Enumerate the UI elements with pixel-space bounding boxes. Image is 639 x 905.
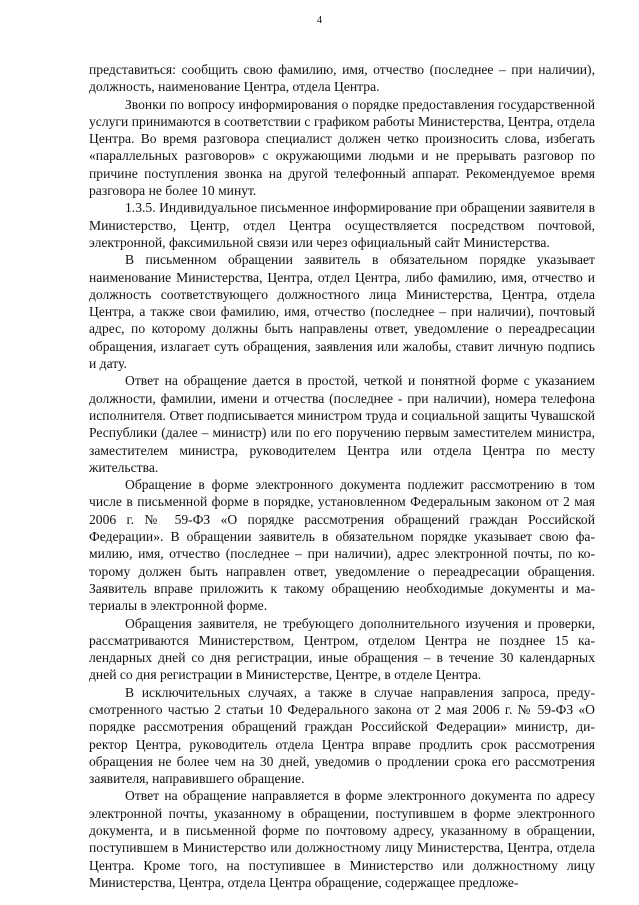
body-text bbox=[89, 61, 595, 891]
paragraph-phone-calls: Звонки по вопросу информирования о порядке предоставления государственной услуги принимаются в соответствии с графиком работы Министерства, Центра, отдела Центра. Во время разговора специалист должен четко произносить слова, избегать «параллельных разговоров» с окружающими людьми и не прерывать разговор по причине поступления звонка на другой телефонный аппарат. Рекомендуемое время разговора не более 10 минут. bbox=[89, 96, 595, 199]
paragraph-review-deadline: Обращения заявителя, не требующего дополнительного изучения и проверки, рассматриваются Министерством, Центром, отделом Центра не позднее 15 календарных дней со дня регистрации, иные обращения – в течение 30 календарных дней со дня регистрации в Министерстве, Центре, в отделе Центра. bbox=[89, 615, 595, 683]
paragraph-written-request: В письменном обращении заявитель в обязательном порядке указывает наименование Министерства, Центра, отдел Центра, либо фамилию, имя, отчество и должность соответствующего должностного лица Министерства, Центра, отдела Центра, а также свои фамилию, имя, отчество (последнее – при наличии), почтовый адрес, по которому должны быть направлены ответ, уведомление о переадресации обращения, излагает суть обращения, заявления или жалобы, ставит личную подпись и дату. bbox=[89, 252, 595, 372]
page-number: 4 bbox=[316, 15, 323, 26]
paragraph-deadline-extension: В исключительных случаях, а также в случае направления запроса, предусмотренного частью 2 статьи 10 Федерального закона от 2 мая 2006 г. № 59-ФЗ «О порядке рассмотрения обращений граждан Российской Федерации» министр, директор Центра, руководитель отдела Центра вправе продлить срок рассмотрения обращения не более чем на 30 дней, уведомив о продлении срока его рассмотрения заявителя, направившего обращение. bbox=[89, 684, 595, 787]
paragraph-electronic-request: Обращение в форме электронного документа подлежит рассмотрению в том числе в письменной форме в порядке, установленном Федеральным законом от 2 мая 2006 г. № 59-ФЗ «О порядке рассмотрения обращений граждан Российской Федерации». В обращении заявитель в обязательном порядке указывает свою фамилию, имя, отчество (последнее – при наличии), адрес электронной почты, по которому должен быть направлен ответ, уведомление о переадресации обращения. Заявитель вправе приложить к такому обращению необходимые документы и материалы в электронной форме. bbox=[89, 477, 595, 614]
paragraph-response-form: Ответ на обращение дается в простой, четкой и понятной форме с указанием должности, фамилии, имени и отчества (последнее - при наличии), номера телефона исполнителя. Ответ подписывается министром труда и социальной защиты Чувашской Республики (далее – министр) или по его поручению первым заместителем министра, заместителем министра, руководителем Центра или отдела Центра по месту жительства. bbox=[89, 373, 595, 475]
paragraph-written-informing: 1.3.5. Индивидуальное письменное информирование при обращении заявителя в Министерство, Центр, отдел Центра осуществляется посредством почтовой, электронной, факсимильной связи или через официальный сайт Министерства. bbox=[89, 200, 595, 250]
paragraph-continued: представиться: сообщить свою фамилию, имя, отчество (последнее – при наличии), должность, наименование Центра, отдела Центра. bbox=[89, 62, 595, 95]
paragraph-response-delivery: Ответ на обращение направляется в форме электронного документа по адресу электронной почты, указанному в обращении, поступившем в форме электронного документа, и в письменной форме по почтовому адресу, указанному в обращении, поступившем в Министерство или должностному лицу Министерства, Центра, отдела Центра. Кроме того, на поступившее в Министерство или должностному лицу Министерства, Центра, отдела Центра обращение, содержащее предложе- bbox=[89, 788, 595, 890]
